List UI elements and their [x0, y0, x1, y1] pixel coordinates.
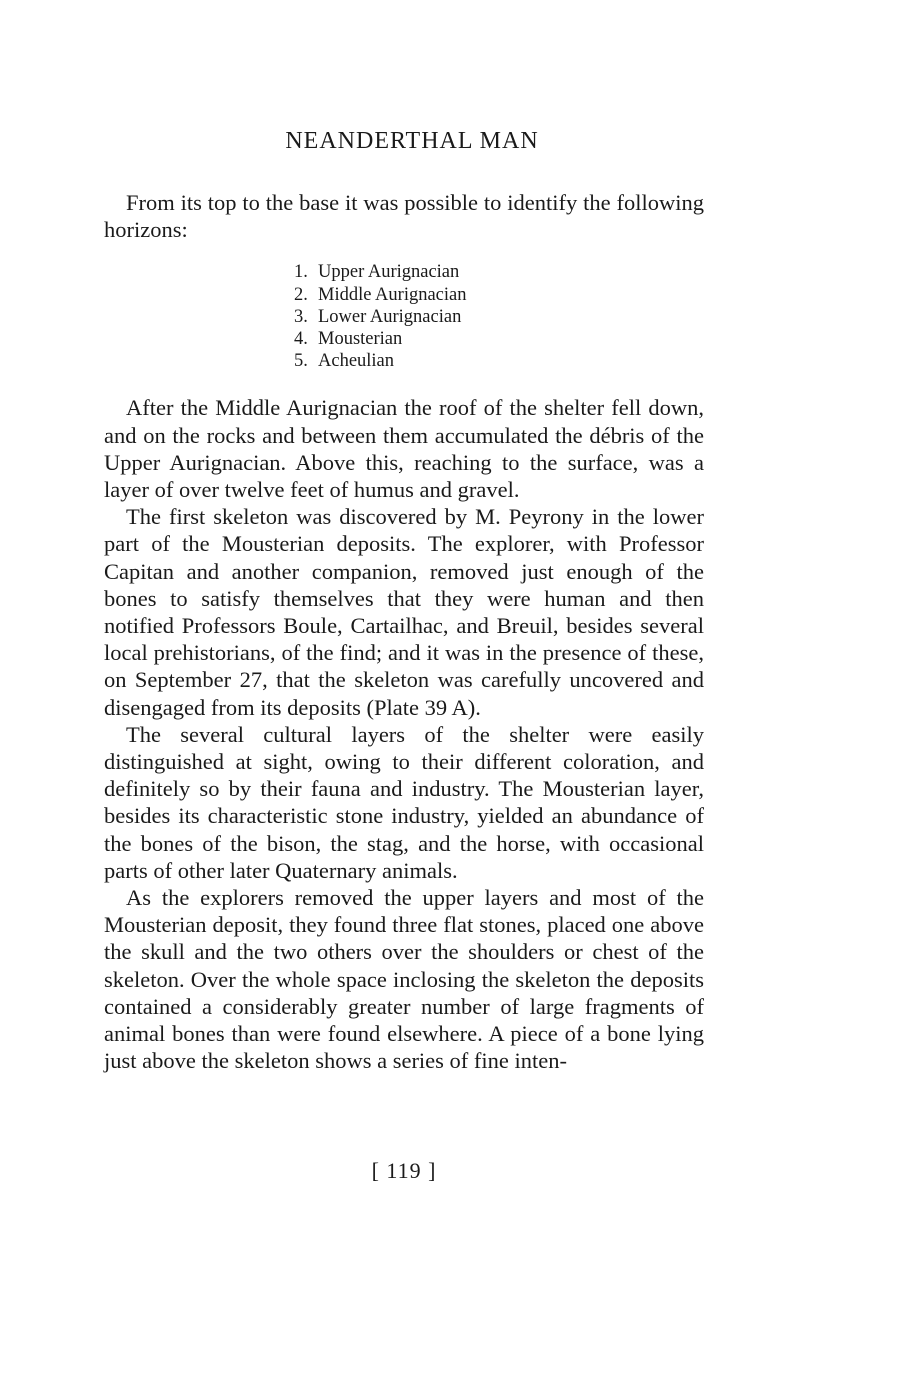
list-item-number: 5. [294, 351, 308, 372]
body-paragraph: As the explorers removed the upper layers and most of the Mousterian deposit, they found three flat stones, placed one above the skull and the two others over the shoulders or chest of the skeleton. Over the whole space inclosing the skeleton the deposits contained a considerably greater number of large fragments of animal bones than were found elsewhere. A piece of a bone lying just above the skeleton shows a series of fine inten- [104, 885, 704, 1074]
list-item-number: 4. [294, 329, 308, 350]
book-page [104, 128, 704, 1183]
horizons-list [294, 261, 704, 372]
list-item-number: 3. [294, 306, 308, 327]
list-item-label: Acheulian [318, 351, 395, 372]
list-item-label: Upper Aurignacian [318, 262, 460, 283]
list-item-number: 2. [294, 284, 308, 305]
body-paragraph: The several cultural layers of the shelter were easily distinguished at sight, owing to their different coloration, and definitely so by their fauna and industry. The Mousterian layer, besides its characteristic stone industry, yielded an abundance of the bones of the bison, the stag, and the horse, with occasional parts of other later Quaternary animals. [104, 721, 704, 883]
running-title: NEANDERTHAL MAN [285, 128, 539, 154]
list-item [294, 328, 704, 350]
body-paragraph: The first skeleton was discovered by M. Peyrony in the lower part of the Mousterian deposits. The explorer, with Professor Capitan and another companion, removed just enough of the bones to satisfy themselves that they were human and then notified Professors Boule, Cartailhac, and Breuil, besides several local prehistorians, of the find; and it was in the presence of these, on September 27, that the skeleton was carefully uncovered and disengaged from its deposits (Plate 39 A). [104, 504, 704, 720]
list-item-label: Lower Aurignacian [318, 306, 462, 327]
list-item [294, 261, 704, 283]
body-paragraph: After the Middle Aurignacian the roof of the shelter fell down, and on the rocks and between them accumulated the débris of the Upper Aurignacian. Above this, reaching to the surface, was a layer of over twelve feet of humus and gravel. [104, 395, 704, 503]
list-item-number: 1. [294, 262, 308, 283]
list-item [294, 284, 704, 306]
list-item [294, 350, 704, 372]
list-item-label: Mousterian [318, 329, 403, 350]
intro-paragraph: From its top to the base it was possible to identify the following horizons: [104, 190, 704, 243]
list-item [294, 306, 704, 328]
page-number: [ 119 ] [371, 1158, 437, 1183]
list-item-label: Middle Aurignacian [318, 284, 467, 305]
